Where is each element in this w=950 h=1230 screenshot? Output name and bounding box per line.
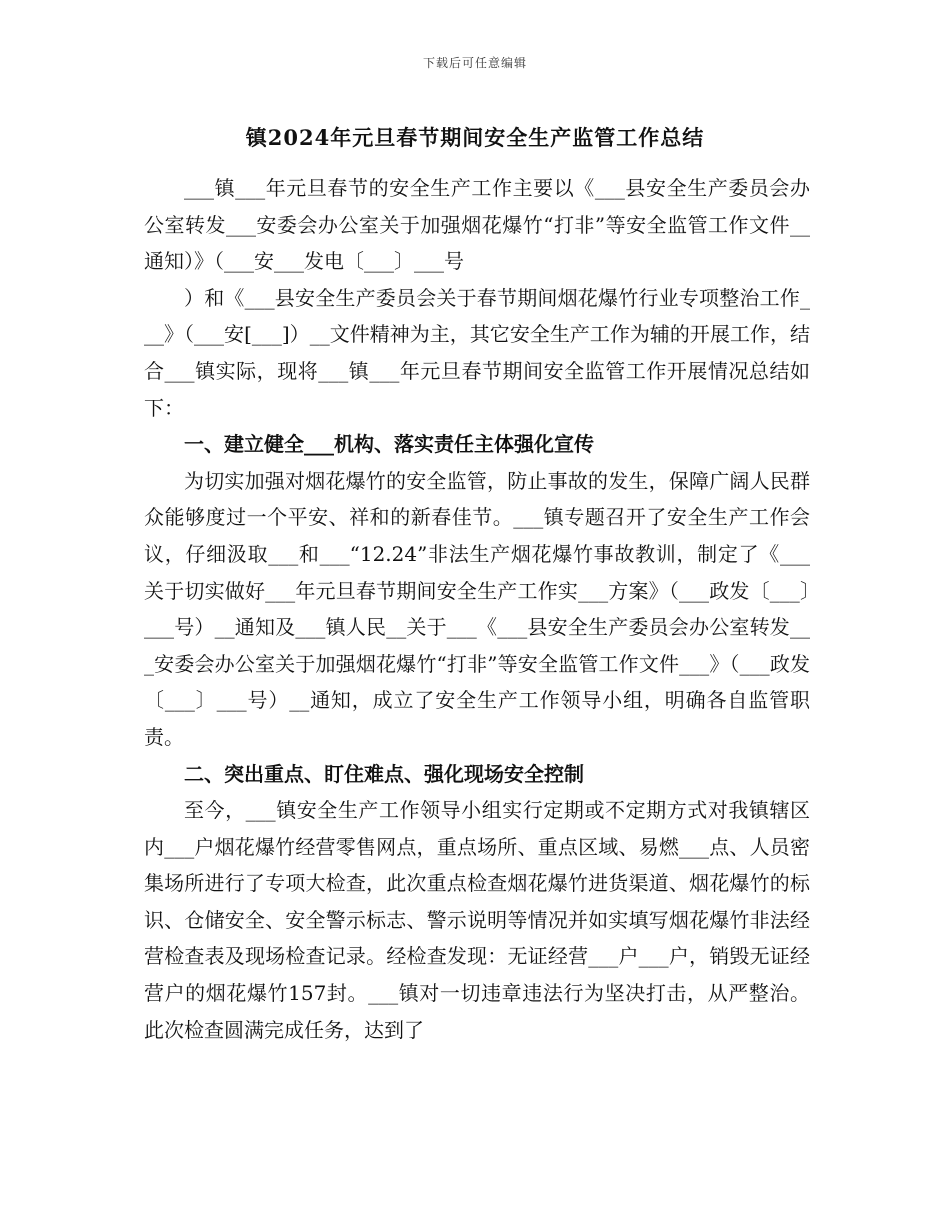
section-2-paragraph: 至今，___镇安全生产工作领导小组实行定期或不定期方式对我镇辖区内___户烟花爆竹经营零售网点，重点场所、重点区域、易燃___点、人员密集场所进行了专项大检查，此次重点检查烟花爆竹进货渠道、烟花爆竹的标识、仓储安全、安全警示标志、警示说明等情况并如实填写烟花爆竹非法经营检查表及现场检查记录。经检查发现：无证经营___户___户，销毁无证经营户的烟花爆竹157封。___镇对一切违章违法行为坚决打击，从严整治。此次检查圆满完成任务，达到了	[144, 798, 810, 1042]
document-body	[144, 170, 810, 1048]
section-1-paragraph: 为切实加强对烟花爆竹的安全监管，防止事故的发生，保障广阔人民群众能够度过一个平安、祥和的新春佳节。___镇专题召开了安全生产工作会议，仔细汲取___和___“12.24”非法生产烟花爆竹事故教训，制定了《___关于切实做好___年元旦春节期间安全生产工作实___方案》（___政发〔___〕___号）__通知及___镇人民__关于___《___县安全生产委员会办公室转发___安委会办公室关于加强烟花爆竹“打非”等安全监管工作文件___》（___政发〔___〕___号）__通知，成立了安全生产工作领导小组，明确各自监管职责。	[144, 468, 810, 749]
document-title: 镇2024年元旦春节期间安全生产监管工作总结	[245, 125, 705, 150]
section-1-heading: 一、建立健全___机构、落实责任主体强化宣传	[184, 432, 594, 457]
intro-paragraph-1: ___镇___年元旦春节的安全生产工作主要以《___县安全生产委员会办公室转发___安委会办公室关于加强烟花爆竹“打非”等安全监管工作文件__通知）》（___安___发电〔___〕___号	[144, 176, 810, 274]
intro-paragraph-2: ）和《___县安全生产委员会关于春节期间烟花爆竹行业专项整治工作___》（___安[___]）__文件精神为主，其它安全生产工作为辅的开展工作，结合___镇实际，现将___镇___年元旦春节期间安全监管工作开展情况总结如下：	[144, 285, 810, 420]
section-2-heading: 二、突出重点、盯住难点、强化现场安全控制	[184, 761, 584, 786]
header-note: 下载后可任意编辑	[422, 56, 527, 70]
